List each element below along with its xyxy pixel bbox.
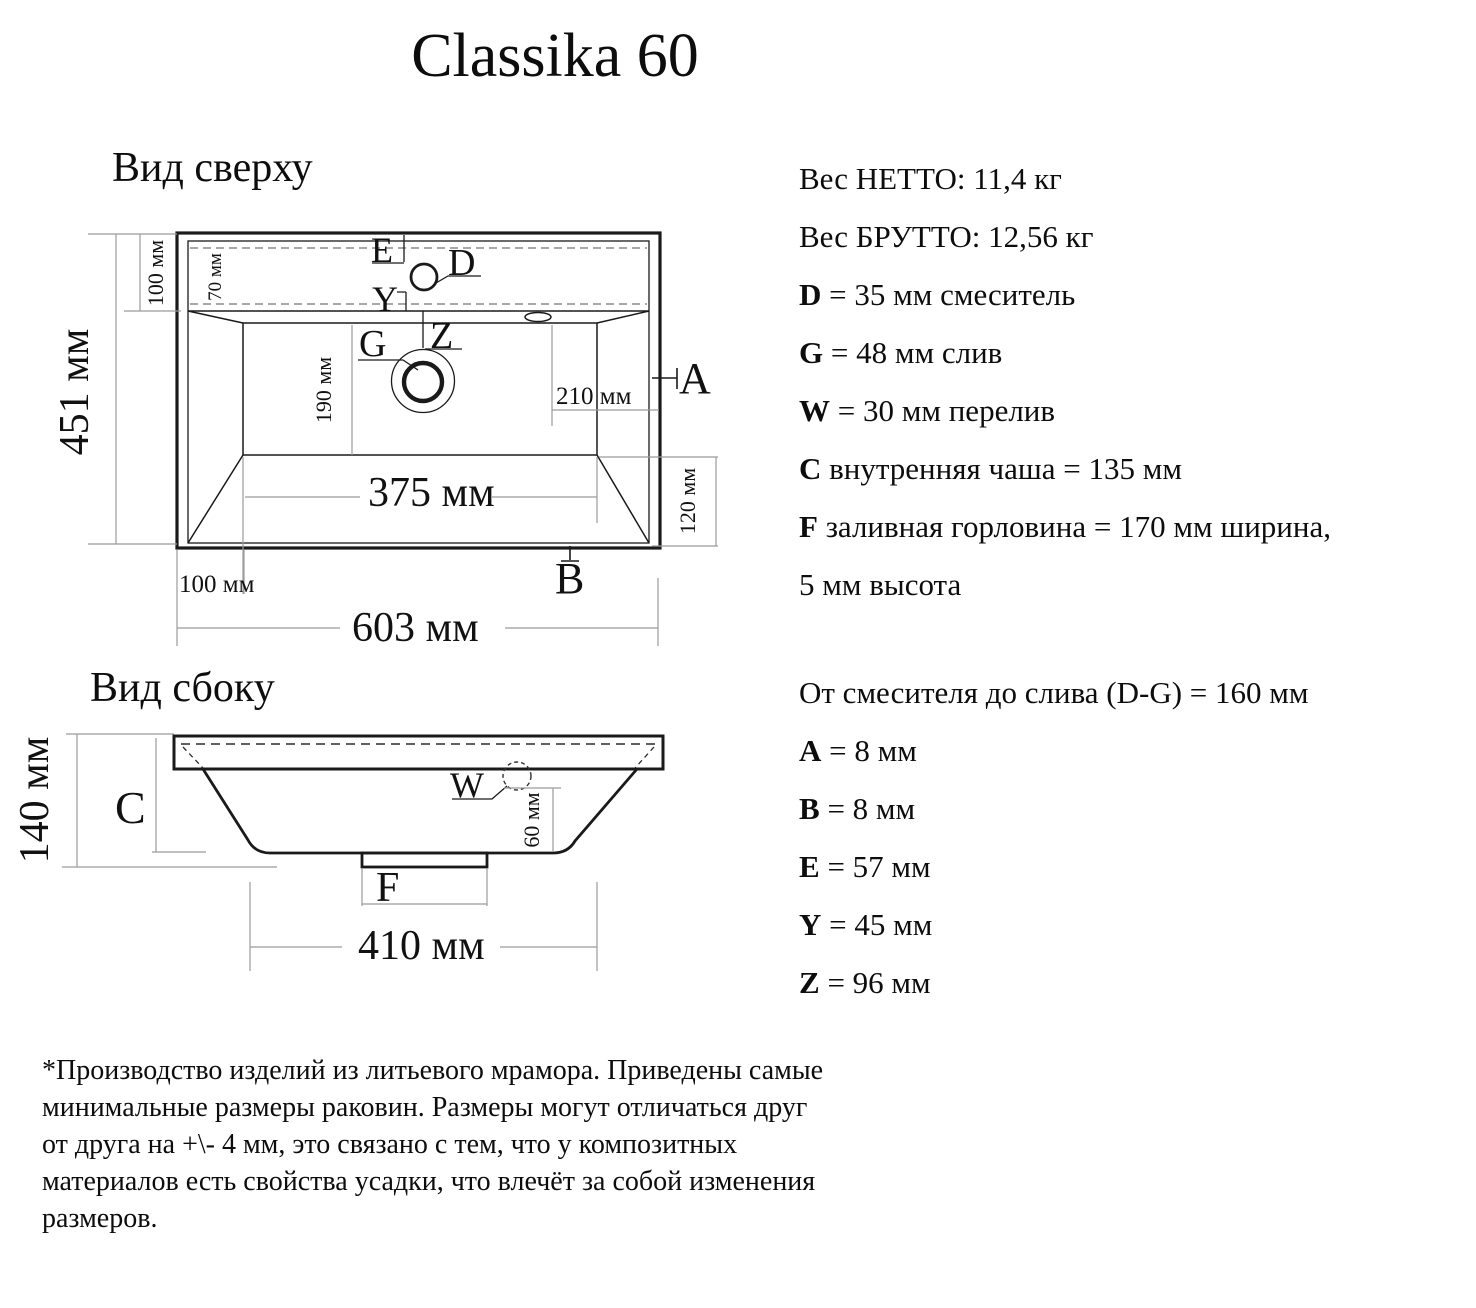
dim-c-lines <box>152 738 206 852</box>
spec-line <box>799 722 1439 780</box>
deck-dashed-lines <box>190 248 647 304</box>
spec-text: = 8 мм <box>819 791 916 826</box>
spec-line <box>799 954 1439 1012</box>
dim-100-left-label: 100 мм <box>143 239 168 307</box>
dim-140-lines <box>62 734 277 867</box>
marker-a-label: A <box>679 354 711 403</box>
spec-line <box>799 324 1439 382</box>
drain-hole-inner <box>404 363 442 401</box>
spec-text: = 96 мм <box>819 965 931 1000</box>
spec-line <box>799 266 1439 324</box>
spec-line <box>799 382 1439 440</box>
marker-f-label: F <box>376 865 400 911</box>
marker-b-label: B <box>555 554 585 603</box>
footnote-line: материалов есть свойства усадки, что влечёт за собой изменения <box>42 1166 816 1197</box>
side-view-drawing <box>12 734 663 971</box>
dim-70-label: 70 мм <box>205 253 226 301</box>
overflow-hole <box>525 313 551 322</box>
dim-410-label: 410 мм <box>358 923 485 969</box>
marker-e-label: E <box>371 230 393 270</box>
spec-key: G <box>799 335 824 370</box>
spec-key: Z <box>799 965 820 1000</box>
spec-key: A <box>799 733 822 768</box>
marker-z-label: Z <box>430 315 454 357</box>
top-view-drawing <box>52 230 718 651</box>
spec-key: F <box>799 509 818 544</box>
footnote-line: от друга на +\- 4 мм, это связано с тем, что у композитных <box>42 1129 738 1160</box>
side-view-heading: Вид сбоку <box>90 665 275 711</box>
specs-secondary-block <box>799 664 1439 1012</box>
marker-w-label: W <box>450 765 484 805</box>
spec-key: W <box>799 393 830 428</box>
dim-190-label: 190 мм <box>311 356 336 424</box>
marker-y-leader <box>397 292 406 311</box>
footnote-line: *Производство изделий из литьевого мрамора. Приведены самые <box>42 1055 824 1086</box>
spec-line <box>799 838 1439 896</box>
top-view-labels <box>52 230 711 651</box>
bowl-profile <box>203 769 637 853</box>
specs-primary-block <box>799 150 1439 614</box>
spec-text: = 30 мм перелив <box>830 393 1056 428</box>
spec-key: C <box>799 451 822 486</box>
spec-key: Y <box>799 907 822 942</box>
spec-key: B <box>799 791 820 826</box>
spec-line <box>799 498 1439 556</box>
marker-g-label: G <box>359 323 387 365</box>
dim-100-bottom-label: 100 мм <box>179 571 255 598</box>
overflow-hole-side <box>503 762 531 790</box>
footnote-line: размеров. <box>42 1203 158 1234</box>
faucet-hole <box>411 264 437 290</box>
dim-210-label: 210 мм <box>556 383 632 410</box>
dim-60-label: 60 мм <box>519 792 544 848</box>
rim-outline <box>174 736 663 769</box>
marker-y-label: Y <box>372 279 398 319</box>
marker-d-label: D <box>448 242 476 284</box>
dim-603-label: 603 мм <box>352 605 479 651</box>
spec-text: внутренняя чаша = 135 мм <box>821 451 1182 486</box>
marker-a-tick <box>652 368 677 389</box>
spec-text: = 57 мм <box>819 849 931 884</box>
spec-line <box>799 150 1439 208</box>
dim-140-label: 140 мм <box>12 736 58 864</box>
footnote-line: минимальные размеры раковин. Размеры могут отличаться друг <box>42 1092 808 1123</box>
spec-line <box>799 896 1439 954</box>
dim-120-label: 120 мм <box>675 467 700 535</box>
spec-text: заливная горловина = 170 мм ширина, <box>817 509 1331 544</box>
top-view-heading: Вид сверху <box>112 145 313 191</box>
spec-text: 5 мм высота <box>799 567 962 602</box>
dim-210-lines <box>552 325 659 426</box>
rim-dashed-diagonals <box>183 747 654 768</box>
dim-451-label: 451 мм <box>52 328 98 456</box>
page-title: Classika 60 <box>411 22 699 90</box>
spec-text: От смесителя до слива (D-G) = 160 мм <box>799 675 1309 710</box>
footnote <box>42 1052 962 1237</box>
spec-text: = 45 мм <box>821 907 933 942</box>
spec-line <box>799 780 1439 838</box>
spec-key: D <box>799 277 822 312</box>
dim-375-label: 375 мм <box>368 470 495 516</box>
spec-line <box>799 440 1439 498</box>
spec-line <box>799 664 1439 722</box>
spec-text: = 35 мм смеситель <box>821 277 1076 312</box>
spec-text: Вес БРУТТО: 12,56 кг <box>799 219 1094 254</box>
spec-text: = 8 мм <box>821 733 917 768</box>
spec-line <box>799 208 1439 266</box>
marker-c-label: C <box>115 782 146 833</box>
bowl-bottom-outline <box>243 323 597 455</box>
spec-text: Вес НЕТТО: 11,4 кг <box>799 161 1062 196</box>
spec-text: = 48 мм слив <box>823 335 1003 370</box>
spec-line <box>799 556 1439 614</box>
spec-key: E <box>799 849 820 884</box>
